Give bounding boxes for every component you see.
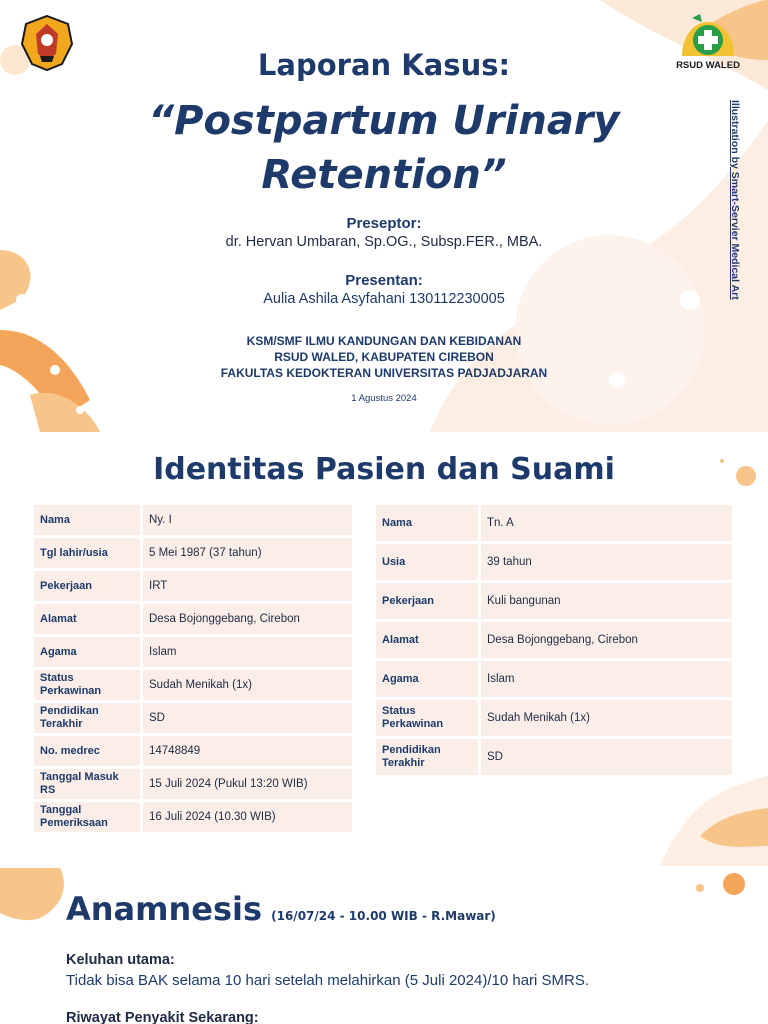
row-label: Nama bbox=[376, 505, 481, 541]
table-row bbox=[34, 769, 352, 799]
title-line-2: “Postpartum Urinary bbox=[148, 98, 620, 144]
table-row bbox=[376, 622, 732, 658]
row-value: 14748849 bbox=[143, 736, 352, 766]
row-label: Pendidikan Terakhir bbox=[376, 739, 481, 775]
table-row bbox=[34, 637, 352, 667]
table-row bbox=[34, 505, 352, 535]
row-label: Pendidikan Terakhir bbox=[34, 703, 143, 733]
table-row bbox=[34, 802, 352, 832]
presentan-label: Presentan: bbox=[345, 272, 423, 289]
table-row bbox=[376, 700, 732, 736]
row-value: Ny. I bbox=[143, 505, 352, 535]
title-line-3: Retention” bbox=[261, 152, 507, 198]
hospital-logo-text: RSUD WALED bbox=[676, 60, 740, 71]
row-label: Tanggal Pemeriksaan bbox=[34, 802, 143, 832]
identity-slide bbox=[0, 436, 768, 866]
row-label: Agama bbox=[376, 661, 481, 697]
anamnesis-note: (16/07/24 - 10.00 WIB - R.Mawar) bbox=[271, 909, 496, 923]
table-row bbox=[34, 571, 352, 601]
table-row bbox=[376, 583, 732, 619]
institution-line-2: RSUD WALED, KABUPATEN CIREBON bbox=[274, 350, 494, 364]
table-row bbox=[34, 604, 352, 634]
row-value: SD bbox=[481, 739, 732, 775]
patient-identity-table bbox=[34, 502, 352, 835]
institution-line-1: KSM/SMF ILMU KANDUNGAN DAN KEBIDANAN bbox=[246, 334, 522, 348]
title-line-1: Laporan Kasus: bbox=[257, 48, 511, 82]
row-label: Tgl lahir/usia bbox=[34, 538, 143, 568]
row-label: Nama bbox=[34, 505, 143, 535]
riwayat-label: Riwayat Penyakit Sekarang: bbox=[66, 1010, 259, 1024]
institution-line-3: FAKULTAS KEDOKTERAN UNIVERSITAS PADJADJARAN bbox=[220, 366, 548, 380]
presentation-date: 1 Agustus 2024 bbox=[351, 393, 417, 404]
table-row bbox=[34, 538, 352, 568]
row-label: Tanggal Masuk RS bbox=[34, 769, 143, 799]
row-value: Islam bbox=[143, 637, 352, 667]
row-value: 5 Mei 1987 (37 tahun) bbox=[143, 538, 352, 568]
credit-text: Illustration by Smart-Servier Medical Art bbox=[729, 100, 741, 300]
table-row bbox=[376, 739, 732, 775]
identity-title: Identitas Pasien dan Suami bbox=[153, 452, 615, 487]
row-value: Desa Bojonggebang, Cirebon bbox=[143, 604, 352, 634]
table-row bbox=[376, 661, 732, 697]
row-label: Alamat bbox=[376, 622, 481, 658]
preseptor-label: Preseptor: bbox=[346, 215, 422, 232]
table-row bbox=[376, 544, 732, 580]
row-value: Sudah Menikah (1x) bbox=[481, 700, 732, 736]
keluhan-text: Tidak bisa BAK selama 10 hari setelah melahirkan (5 Juli 2024)/10 hari SMRS. bbox=[66, 972, 590, 989]
table-row bbox=[34, 736, 352, 766]
row-label: Status Perkawinan bbox=[34, 670, 143, 700]
row-label: Usia bbox=[376, 544, 481, 580]
row-value: IRT bbox=[143, 571, 352, 601]
row-label: Pekerjaan bbox=[376, 583, 481, 619]
row-label: Status Perkawinan bbox=[376, 700, 481, 736]
preseptor-name: dr. Hervan Umbaran, Sp.OG., Subsp.FER., MBA. bbox=[225, 234, 543, 250]
husband-identity-table bbox=[376, 502, 732, 778]
row-value: SD bbox=[143, 703, 352, 733]
anamnesis-title bbox=[66, 890, 496, 928]
table-row bbox=[34, 670, 352, 700]
row-value: Sudah Menikah (1x) bbox=[143, 670, 352, 700]
presentan-name: Aulia Ashila Asyfahani 130112230005 bbox=[263, 291, 505, 307]
row-value: Kuli bangunan bbox=[481, 583, 732, 619]
row-value: 39 tahun bbox=[481, 544, 732, 580]
keluhan-label: Keluhan utama: bbox=[66, 952, 175, 968]
row-label: Pekerjaan bbox=[34, 571, 143, 601]
title-slide bbox=[0, 0, 768, 432]
row-value: 15 Juli 2024 (Pukul 13:20 WIB) bbox=[143, 769, 352, 799]
table-row bbox=[34, 703, 352, 733]
row-value: Tn. A bbox=[481, 505, 732, 541]
row-label: Alamat bbox=[34, 604, 143, 634]
row-value: Desa Bojonggebang, Cirebon bbox=[481, 622, 732, 658]
row-value: 16 Juli 2024 (10.30 WIB) bbox=[143, 802, 352, 832]
anamnesis-heading: Anamnesis bbox=[66, 890, 263, 928]
row-label: Agama bbox=[34, 637, 143, 667]
row-value: Islam bbox=[481, 661, 732, 697]
anamnesis-slide bbox=[0, 868, 768, 1024]
table-row bbox=[376, 505, 732, 541]
row-label: No. medrec bbox=[34, 736, 143, 766]
